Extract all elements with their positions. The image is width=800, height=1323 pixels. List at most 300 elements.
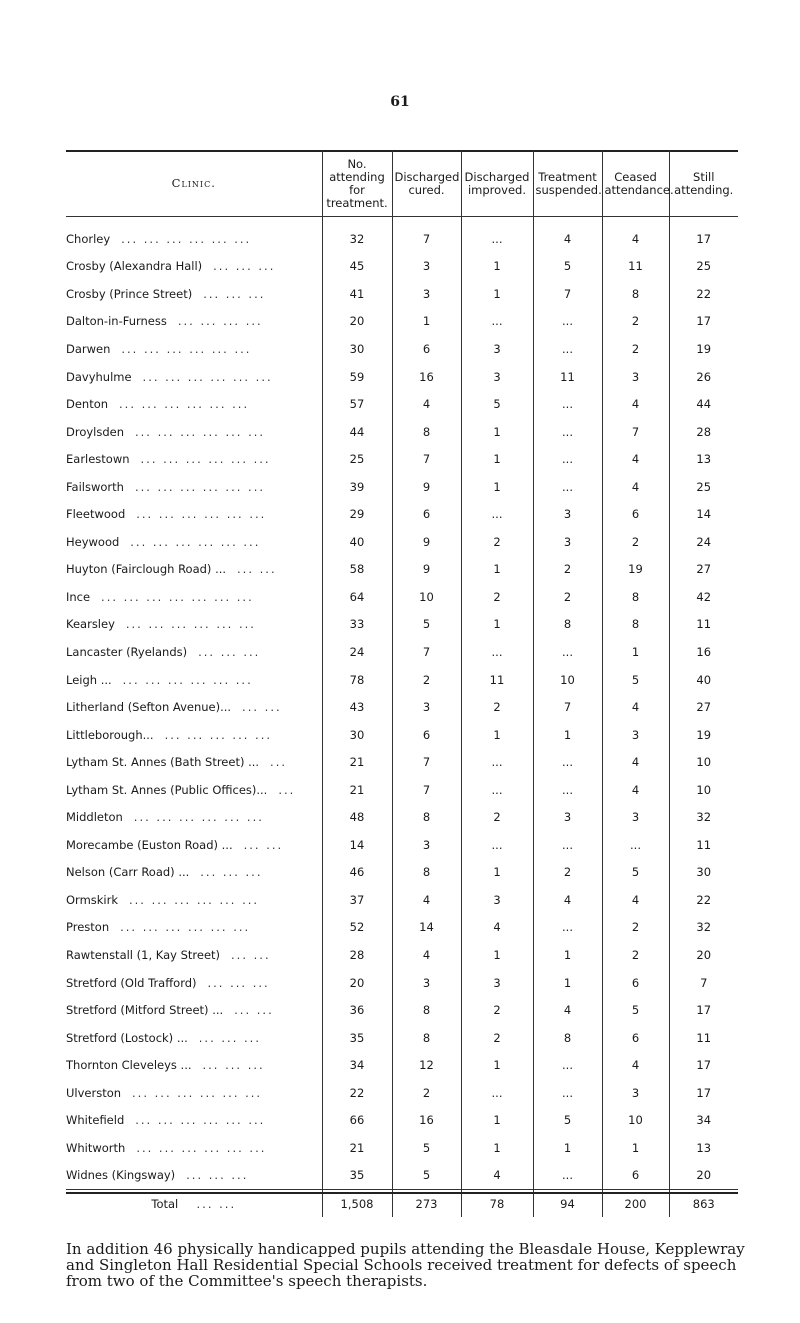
total-improved: 78 xyxy=(461,1190,533,1218)
leader-dots: ... ... ... ... ... ... xyxy=(136,1140,267,1155)
clinic-name-cell xyxy=(66,638,322,666)
table-row xyxy=(66,969,738,997)
cell-still: 13 xyxy=(669,445,738,473)
clinic-name: Huyton (Fairclough Road) ... xyxy=(66,562,227,577)
cell-ceased: 1 xyxy=(602,1134,669,1162)
cell-improved: 1 xyxy=(461,418,533,446)
cell-ceased: 6 xyxy=(602,969,669,997)
cell-cured: 14 xyxy=(392,914,461,942)
cell-still: 26 xyxy=(669,363,738,391)
cell-still: 25 xyxy=(669,473,738,501)
cell-still: 22 xyxy=(669,280,738,308)
cell-cured: 3 xyxy=(392,831,461,859)
cell-cured: 1 xyxy=(392,308,461,336)
cell-ceased: 4 xyxy=(602,776,669,804)
clinic-name: Lytham St. Annes (Public Offices)... xyxy=(66,782,268,797)
header-clinic: Clinic. xyxy=(66,151,322,217)
clinic-name: Morecambe (Euston Road) ... xyxy=(66,837,233,852)
leader-dots: ... ... ... ... xyxy=(177,314,263,329)
clinic-name: Preston xyxy=(66,920,110,935)
cell-ceased: 7 xyxy=(602,418,669,446)
clinic-name-cell xyxy=(66,363,322,391)
cell-improved: 1 xyxy=(461,1107,533,1135)
cell-cured: 4 xyxy=(392,886,461,914)
clinic-name-cell xyxy=(66,693,322,721)
total-suspended: 94 xyxy=(533,1190,602,1218)
cell-still: 28 xyxy=(669,418,738,446)
cell-cured: 7 xyxy=(392,776,461,804)
cell-still: 19 xyxy=(669,721,738,749)
cell-still: 11 xyxy=(669,831,738,859)
clinic-name: Denton xyxy=(66,397,109,412)
cell-improved: 1 xyxy=(461,473,533,501)
cell-improved: 3 xyxy=(461,363,533,391)
clinic-name: Nelson (Carr Road) ... xyxy=(66,865,190,880)
leader-dots: ... ... ... ... ... ... ... xyxy=(101,589,254,604)
cell-still: 11 xyxy=(669,611,738,639)
leader-dots: ... ... ... ... ... ... xyxy=(119,397,250,412)
cell-improved: 2 xyxy=(461,803,533,831)
clinic-name: Stretford (Old Trafford) xyxy=(66,975,197,990)
leader-dots: ... ... xyxy=(237,562,277,577)
cell-improved: ... xyxy=(461,776,533,804)
clinic-name: Whitefield xyxy=(66,1113,125,1128)
leader-dots: ... ... ... ... ... xyxy=(164,727,273,742)
cell-cured: 2 xyxy=(392,1079,461,1107)
cell-cured: 8 xyxy=(392,418,461,446)
cell-attending: 43 xyxy=(322,693,392,721)
cell-cured: 3 xyxy=(392,969,461,997)
table-row xyxy=(66,1051,738,1079)
clinic-name: Ince xyxy=(66,589,91,604)
clinic-name: Failsworth xyxy=(66,479,124,494)
table-body xyxy=(66,217,738,1190)
cell-suspended: 7 xyxy=(533,693,602,721)
leader-dots: ... ... xyxy=(243,837,284,852)
cell-improved: ... xyxy=(461,638,533,666)
cell-cured: 7 xyxy=(392,217,461,253)
clinic-name-cell xyxy=(66,1134,322,1162)
cell-suspended: 8 xyxy=(533,1024,602,1052)
clinic-name: Crosby (Prince Street) xyxy=(66,286,193,301)
cell-suspended: 3 xyxy=(533,803,602,831)
cell-still: 32 xyxy=(669,803,738,831)
cell-still: 13 xyxy=(669,1134,738,1162)
cell-attending: 40 xyxy=(322,528,392,556)
clinic-name-cell xyxy=(66,217,322,253)
cell-cured: 12 xyxy=(392,1051,461,1079)
cell-suspended: ... xyxy=(533,776,602,804)
table-row xyxy=(66,886,738,914)
cell-suspended: 5 xyxy=(533,1107,602,1135)
cell-attending: 35 xyxy=(322,1024,392,1052)
clinic-name-cell xyxy=(66,831,322,859)
leader-dots: ... ... ... xyxy=(207,975,270,990)
cell-attending: 78 xyxy=(322,666,392,694)
cell-ceased: 6 xyxy=(602,500,669,528)
cell-improved: 2 xyxy=(461,583,533,611)
leader-dots: ... ... ... xyxy=(198,1030,261,1045)
table-row xyxy=(66,859,738,887)
total-label: Total xyxy=(151,1196,179,1211)
cell-attending: 37 xyxy=(322,886,392,914)
cell-still: 11 xyxy=(669,1024,738,1052)
clinic-name-cell xyxy=(66,1107,322,1135)
cell-attending: 48 xyxy=(322,803,392,831)
cell-ceased: 4 xyxy=(602,886,669,914)
cell-suspended: ... xyxy=(533,638,602,666)
cell-cured: 6 xyxy=(392,721,461,749)
cell-cured: 10 xyxy=(392,583,461,611)
cell-still: 7 xyxy=(669,969,738,997)
leader-dots: ... ... ... ... ... ... xyxy=(130,534,261,549)
table-row xyxy=(66,1107,738,1135)
cell-improved: 3 xyxy=(461,335,533,363)
cell-ceased: 4 xyxy=(602,473,669,501)
table-row xyxy=(66,721,738,749)
cell-still: 40 xyxy=(669,666,738,694)
cell-attending: 21 xyxy=(322,776,392,804)
cell-suspended: ... xyxy=(533,748,602,776)
cell-attending: 14 xyxy=(322,831,392,859)
cell-improved: 1 xyxy=(461,859,533,887)
cell-ceased: 5 xyxy=(602,666,669,694)
cell-cured: 16 xyxy=(392,363,461,391)
cell-still: 32 xyxy=(669,914,738,942)
footnote-paragraph: In addition 46 physically handicapped pupils attending the Bleasdale House, Kepplewray and Singleton Hall Residential Special Schools received treatment for defects of speech from two of the Committee's speech therapists. xyxy=(66,1240,745,1290)
table-row xyxy=(66,776,738,804)
clinic-name: Ulverston xyxy=(66,1085,122,1100)
cell-attending: 20 xyxy=(322,308,392,336)
table-row xyxy=(66,308,738,336)
leader-dots: ... ... ... ... ... ... xyxy=(121,341,252,356)
clinic-table xyxy=(66,151,738,1217)
clinic-name-cell xyxy=(66,583,322,611)
cell-suspended: 1 xyxy=(533,721,602,749)
table-row xyxy=(66,363,738,391)
table-row xyxy=(66,1134,738,1162)
cell-suspended: 2 xyxy=(533,859,602,887)
leader-dots: ... ... ... ... ... ... xyxy=(128,892,260,907)
cell-attending: 45 xyxy=(322,253,392,281)
clinic-name-cell xyxy=(66,748,322,776)
cell-attending: 29 xyxy=(322,500,392,528)
cell-attending: 25 xyxy=(322,445,392,473)
cell-ceased: 3 xyxy=(602,721,669,749)
clinic-name: Rawtenstall (1, Kay Street) xyxy=(66,947,221,962)
leader-dots: ... ... ... ... ... ... xyxy=(136,507,267,522)
cell-suspended: ... xyxy=(533,831,602,859)
clinic-name-cell xyxy=(66,445,322,473)
cell-cured: 5 xyxy=(392,611,461,639)
total-cured: 273 xyxy=(392,1190,461,1218)
cell-suspended: ... xyxy=(533,445,602,473)
cell-ceased: 2 xyxy=(602,335,669,363)
cell-improved: ... xyxy=(461,500,533,528)
clinic-name-cell xyxy=(66,473,322,501)
cell-improved: 11 xyxy=(461,666,533,694)
clinic-name-cell xyxy=(66,886,322,914)
cell-still: 17 xyxy=(669,1079,738,1107)
table-row xyxy=(66,583,738,611)
leader-dots: ... ... xyxy=(231,947,271,962)
cell-still: 17 xyxy=(669,308,738,336)
clinic-name-cell xyxy=(66,1051,322,1079)
cell-suspended: 3 xyxy=(533,528,602,556)
clinic-name-cell xyxy=(66,776,322,804)
leader-dots: ... ... ... ... ... ... xyxy=(120,920,251,935)
cell-still: 19 xyxy=(669,335,738,363)
header-attending: No. attending for treatment. xyxy=(322,151,392,217)
cell-improved: ... xyxy=(461,748,533,776)
cell-cured: 5 xyxy=(392,1134,461,1162)
table-row xyxy=(66,253,738,281)
cell-ceased: 1 xyxy=(602,638,669,666)
cell-suspended: 2 xyxy=(533,583,602,611)
cell-ceased: 2 xyxy=(602,528,669,556)
table-row xyxy=(66,748,738,776)
cell-cured: 9 xyxy=(392,473,461,501)
table-row xyxy=(66,335,738,363)
clinic-name-cell xyxy=(66,914,322,942)
cell-attending: 59 xyxy=(322,363,392,391)
leader-dots: ... ... ... ... ... ... xyxy=(135,424,266,439)
cell-suspended: 3 xyxy=(533,500,602,528)
cell-ceased: 4 xyxy=(602,445,669,473)
table-row xyxy=(66,390,738,418)
cell-improved: 1 xyxy=(461,1134,533,1162)
cell-suspended: ... xyxy=(533,1162,602,1190)
cell-improved: 4 xyxy=(461,1162,533,1190)
total-dots: ... ... xyxy=(196,1196,237,1211)
cell-still: 27 xyxy=(669,693,738,721)
cell-still: 34 xyxy=(669,1107,738,1135)
clinic-name-cell xyxy=(66,1024,322,1052)
cell-cured: 8 xyxy=(392,996,461,1024)
cell-attending: 57 xyxy=(322,390,392,418)
cell-cured: 4 xyxy=(392,941,461,969)
cell-ceased: 4 xyxy=(602,1051,669,1079)
clinic-name-cell xyxy=(66,1079,322,1107)
clinic-name-cell xyxy=(66,308,322,336)
cell-attending: 66 xyxy=(322,1107,392,1135)
header-improved: Discharged improved. xyxy=(461,151,533,217)
clinic-name: Dalton-in-Furness xyxy=(66,314,167,329)
total-attending: 1,508 xyxy=(322,1190,392,1218)
cell-attending: 36 xyxy=(322,996,392,1024)
cell-cured: 6 xyxy=(392,335,461,363)
cell-still: 20 xyxy=(669,1162,738,1190)
header-cured: Discharged cured. xyxy=(392,151,461,217)
cell-improved: 5 xyxy=(461,390,533,418)
table-row xyxy=(66,941,738,969)
cell-ceased: 4 xyxy=(602,693,669,721)
table-row xyxy=(66,638,738,666)
clinic-name: Chorley xyxy=(66,231,111,246)
table-row xyxy=(66,473,738,501)
table-row xyxy=(66,803,738,831)
cell-cured: 7 xyxy=(392,445,461,473)
cell-attending: 20 xyxy=(322,969,392,997)
leader-dots: ... ... ... ... ... ... xyxy=(125,617,256,632)
cell-ceased: 3 xyxy=(602,1079,669,1107)
cell-attending: 34 xyxy=(322,1051,392,1079)
cell-suspended: ... xyxy=(533,473,602,501)
cell-still: 27 xyxy=(669,556,738,584)
cell-still: 14 xyxy=(669,500,738,528)
leader-dots: ... ... ... xyxy=(198,644,261,659)
table-row xyxy=(66,914,738,942)
leader-dots: ... ... ... ... ... ... xyxy=(132,1085,263,1100)
clinic-name: Lytham St. Annes (Bath Street) ... xyxy=(66,755,260,770)
clinic-name-cell xyxy=(66,528,322,556)
cell-cured: 7 xyxy=(392,638,461,666)
clinic-name-cell xyxy=(66,1162,322,1190)
cell-still: 30 xyxy=(669,859,738,887)
cell-cured: 9 xyxy=(392,556,461,584)
clinic-name-cell xyxy=(66,941,322,969)
clinic-name: Darwen xyxy=(66,341,111,356)
cell-ceased: 8 xyxy=(602,583,669,611)
cell-improved: 1 xyxy=(461,445,533,473)
clinic-name-cell xyxy=(66,721,322,749)
table-row xyxy=(66,1024,738,1052)
cell-still: 20 xyxy=(669,941,738,969)
clinic-table-wrapper xyxy=(66,151,738,1217)
clinic-name-cell xyxy=(66,390,322,418)
clinic-name: Heywood xyxy=(66,534,120,549)
cell-ceased: 6 xyxy=(602,1024,669,1052)
table-row xyxy=(66,217,738,253)
cell-ceased: 6 xyxy=(602,1162,669,1190)
table-row xyxy=(66,445,738,473)
clinic-name-cell xyxy=(66,996,322,1024)
clinic-name: Kearsley xyxy=(66,617,115,632)
clinic-name-cell xyxy=(66,969,322,997)
table-row xyxy=(66,693,738,721)
leader-dots: ... ... ... xyxy=(203,286,266,301)
cell-improved: 4 xyxy=(461,914,533,942)
cell-suspended: ... xyxy=(533,390,602,418)
cell-ceased: 3 xyxy=(602,803,669,831)
leader-dots: ... ... xyxy=(242,700,282,715)
clinic-name-cell xyxy=(66,500,322,528)
cell-improved: ... xyxy=(461,831,533,859)
cell-ceased: 4 xyxy=(602,390,669,418)
cell-ceased: ... xyxy=(602,831,669,859)
table-row xyxy=(66,500,738,528)
cell-cured: 8 xyxy=(392,859,461,887)
cell-improved: ... xyxy=(461,308,533,336)
page-number: 61 xyxy=(390,94,410,110)
cell-cured: 5 xyxy=(392,1162,461,1190)
header-row xyxy=(66,151,738,217)
table-row xyxy=(66,996,738,1024)
cell-cured: 9 xyxy=(392,528,461,556)
cell-attending: 46 xyxy=(322,859,392,887)
cell-still: 17 xyxy=(669,1051,738,1079)
clinic-name-cell xyxy=(66,666,322,694)
clinic-name: Droylsden xyxy=(66,424,125,439)
clinic-name: Fleetwood xyxy=(66,507,126,522)
leader-dots: ... xyxy=(278,782,296,797)
clinic-name-cell xyxy=(66,335,322,363)
cell-suspended: 1 xyxy=(533,941,602,969)
cell-still: 10 xyxy=(669,748,738,776)
cell-ceased: 2 xyxy=(602,914,669,942)
clinic-name: Thornton Cleveleys ... xyxy=(66,1058,192,1073)
cell-suspended: ... xyxy=(533,335,602,363)
table-row xyxy=(66,280,738,308)
cell-suspended: 4 xyxy=(533,217,602,253)
cell-suspended: 11 xyxy=(533,363,602,391)
clinic-name: Stretford (Mitford Street) ... xyxy=(66,1003,224,1018)
clinic-name-cell xyxy=(66,611,322,639)
cell-ceased: 10 xyxy=(602,1107,669,1135)
leader-dots: ... xyxy=(270,755,288,770)
cell-cured: 3 xyxy=(392,280,461,308)
cell-ceased: 4 xyxy=(602,217,669,253)
clinic-name-cell xyxy=(66,418,322,446)
cell-improved: 1 xyxy=(461,611,533,639)
bottom-rule xyxy=(66,1192,738,1194)
leader-dots: ... ... ... xyxy=(202,1058,265,1073)
cell-attending: 39 xyxy=(322,473,392,501)
cell-improved: 1 xyxy=(461,721,533,749)
cell-improved: 2 xyxy=(461,528,533,556)
table-row xyxy=(66,1162,738,1190)
leader-dots: ... ... ... ... ... ... xyxy=(135,1113,266,1128)
header-ceased: Ceased attendance. xyxy=(602,151,669,217)
cell-ceased: 5 xyxy=(602,996,669,1024)
cell-improved: 2 xyxy=(461,996,533,1024)
leader-dots: ... ... ... ... ... ... xyxy=(142,369,273,384)
table-row xyxy=(66,1079,738,1107)
cell-still: 25 xyxy=(669,253,738,281)
header-still: Still attending. xyxy=(669,151,738,217)
table-row xyxy=(66,611,738,639)
clinic-name: Crosby (Alexandra Hall) xyxy=(66,259,203,274)
cell-ceased: 11 xyxy=(602,253,669,281)
cell-cured: 7 xyxy=(392,748,461,776)
cell-ceased: 2 xyxy=(602,941,669,969)
cell-improved: 1 xyxy=(461,253,533,281)
cell-still: 17 xyxy=(669,217,738,253)
cell-suspended: 2 xyxy=(533,556,602,584)
clinic-name: Leigh ... xyxy=(66,672,112,687)
cell-improved: 3 xyxy=(461,886,533,914)
table-row xyxy=(66,831,738,859)
clinic-name: Davyhulme xyxy=(66,369,132,384)
clinic-name-cell xyxy=(66,556,322,584)
cell-still: 24 xyxy=(669,528,738,556)
cell-improved: 2 xyxy=(461,693,533,721)
cell-improved: ... xyxy=(461,1079,533,1107)
cell-attending: 41 xyxy=(322,280,392,308)
cell-improved: ... xyxy=(461,217,533,253)
cell-ceased: 8 xyxy=(602,611,669,639)
cell-cured: 6 xyxy=(392,500,461,528)
cell-attending: 44 xyxy=(322,418,392,446)
cell-ceased: 3 xyxy=(602,363,669,391)
cell-ceased: 8 xyxy=(602,280,669,308)
leader-dots: ... ... ... xyxy=(186,1168,249,1183)
leader-dots: ... ... ... ... ... ... xyxy=(134,479,266,494)
cell-attending: 64 xyxy=(322,583,392,611)
cell-ceased: 5 xyxy=(602,859,669,887)
clinic-name-cell xyxy=(66,803,322,831)
cell-suspended: 7 xyxy=(533,280,602,308)
